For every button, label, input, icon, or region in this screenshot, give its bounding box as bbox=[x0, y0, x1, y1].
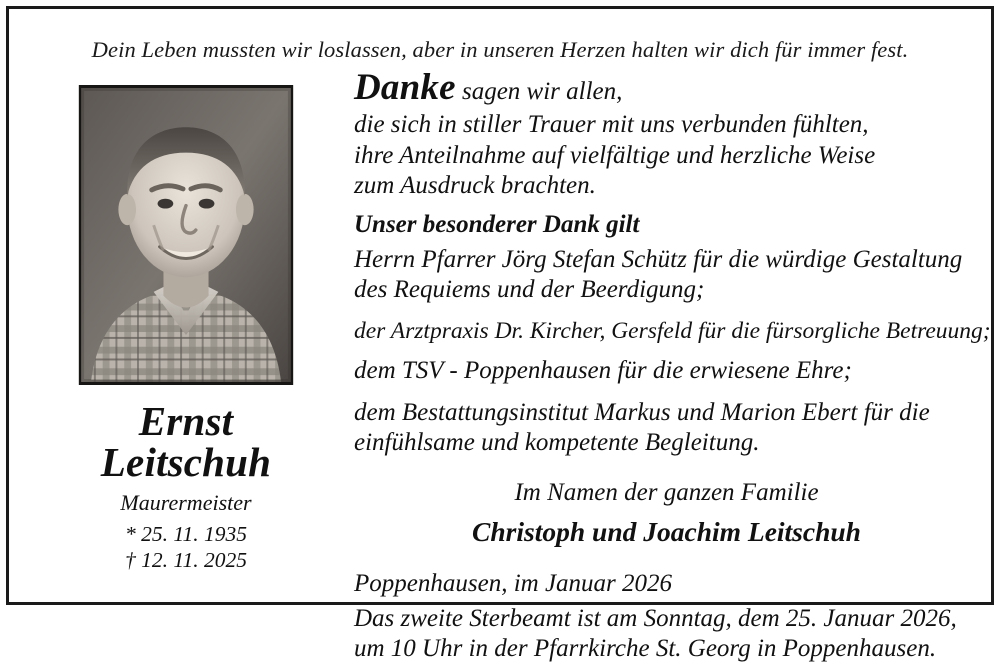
epitaph-text: Dein Leben mussten wir loslassen, aber in unseren Herzen halten wir dich für immer fest. bbox=[91, 37, 909, 62]
service-notice bbox=[354, 604, 979, 665]
birth-date: * 25. 11. 1935 bbox=[124, 522, 248, 547]
thanks-item-1b: des Requiems und der Beerdigung; bbox=[354, 276, 705, 303]
signature-on-behalf: Im Namen der ganzen Familie bbox=[514, 478, 819, 506]
thanks-item-2: der Arztpraxis Dr. Kircher, Gersfeld für die fürsorgliche Betreuung; bbox=[354, 317, 991, 344]
deceased-profession: Maurermeister bbox=[120, 490, 252, 516]
signature-names: Christoph und Joachim Leitschuh bbox=[472, 515, 861, 547]
place-and-date: Poppenhausen, im Januar 2026 bbox=[354, 569, 673, 597]
service-notice-line-2: um 10 Uhr in der Pfarrkirche St. Georg in Poppenhausen. bbox=[354, 635, 937, 663]
thanks-intro-line-1: die sich in stiller Trauer mit uns verbunden fühlten, bbox=[354, 111, 869, 138]
portrait-photo-graphic bbox=[82, 88, 290, 382]
thanks-column bbox=[354, 67, 991, 665]
deceased-dates bbox=[31, 522, 341, 573]
death-date: † 12. 11. 2025 bbox=[124, 547, 248, 572]
thanks-items bbox=[354, 245, 991, 459]
deceased-column bbox=[31, 85, 341, 573]
notice-frame bbox=[6, 6, 994, 663]
special-thanks-heading: Unser besonderer Dank gilt bbox=[354, 210, 640, 238]
thanks-headline-bold: Danke bbox=[354, 67, 456, 108]
thanks-item-3: dem TSV - Poppenhausen für die erwiesene Ehre; bbox=[354, 357, 852, 385]
thanks-intro bbox=[354, 110, 979, 202]
thanks-intro-line-3: zum Ausdruck brachten. bbox=[354, 172, 596, 199]
thanks-headline bbox=[354, 69, 979, 106]
thanks-item-4a: dem Bestattungsinstitut Markus und Marion Ebert für die bbox=[354, 398, 930, 426]
thanks-intro-line-2: ihre Anteilnahme auf vielfältige und herzliche Weise bbox=[354, 141, 876, 169]
deceased-last-name: Leitschuh bbox=[100, 438, 272, 485]
deceased-name bbox=[31, 398, 341, 485]
thanks-headline-rest: sagen wir allen, bbox=[455, 78, 623, 105]
portrait-photo bbox=[79, 85, 293, 385]
deceased-first-name: Ernst bbox=[138, 398, 234, 444]
thanks-item-1a: Herrn Pfarrer Jörg Stefan Schütz für die würdige Gestaltung bbox=[354, 245, 963, 273]
service-notice-line-1: Das zweite Sterbeamt ist am Sonntag, dem 25. Januar 2026, bbox=[354, 604, 957, 632]
thanks-item-4b: einfühlsame und kompetente Begleitung. bbox=[354, 429, 760, 457]
